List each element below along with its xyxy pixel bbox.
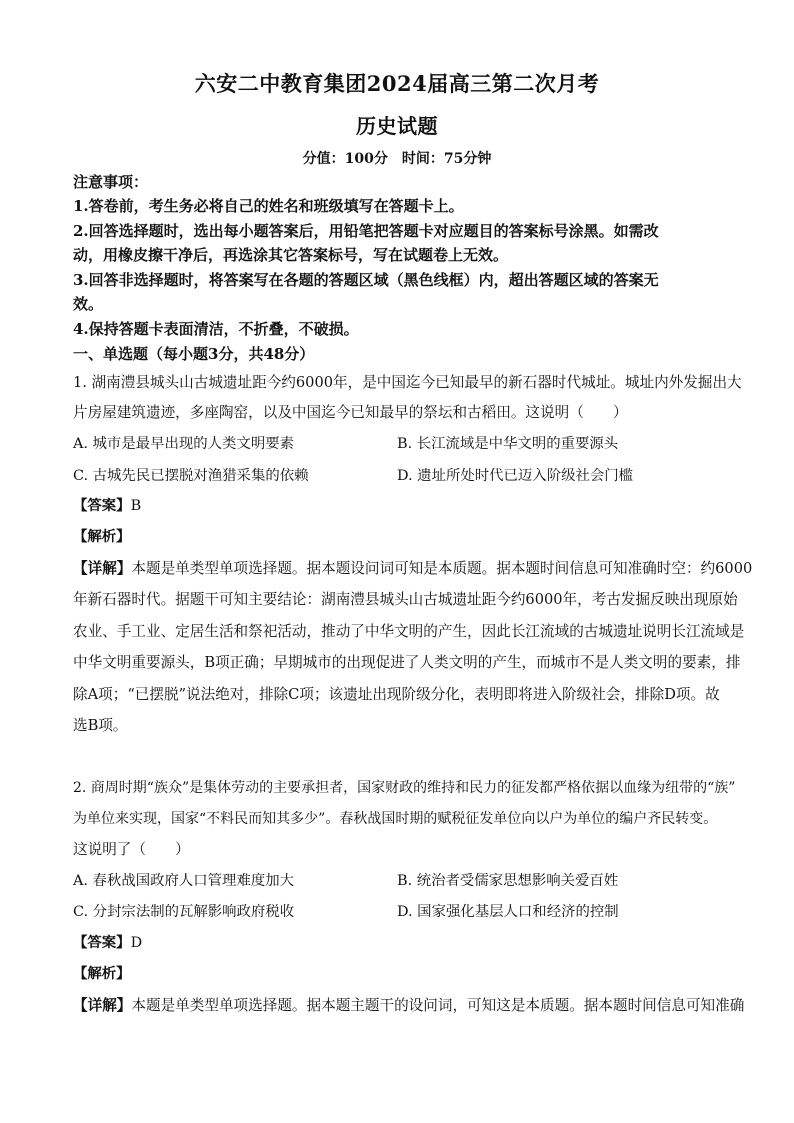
detail-line — [73, 996, 745, 1016]
exam-meta: 分值：100分 时间：75分钟 — [302, 151, 492, 167]
answer-value: D — [130, 935, 143, 951]
question-stem: 2. 商周时期“族众”是集体劳动的主要承担者，国家财政的维持和民力的征发都严格依据以血缘为纽带的“族” — [73, 780, 736, 796]
detail-line — [73, 559, 753, 579]
option-a: A. 城市是最早出现的人类文明要素 — [73, 436, 295, 452]
option-b: B. 长江流域是中华文明的重要源头 — [397, 436, 619, 452]
detail-text: 本题是单类型单项选择题。据本题设问词可知是本质题。据本题时间信息可知准确时空：约6000 — [131, 560, 753, 577]
detail-line: 农业、手工业、定居生活和祭祀活动，推动了中华文明的产生，因此长江流域的古城遗址说明长江流域是 — [73, 623, 745, 640]
analysis-tag: 【解析】 — [73, 965, 131, 982]
answer-tag: 【答案】 — [73, 497, 131, 514]
detail-text: 本题是单类型单项选择题。据本题主题干的设问词，可知这是本质题。据本题时间信息可知准确 — [131, 997, 745, 1014]
notice-line: 1.答卷前，考生务必将自己的姓名和班级填写在答题卡上。 — [73, 197, 464, 215]
option-c: C. 分封宗法制的瓦解影响政府税收 — [73, 904, 295, 920]
notice-line: 3.回答非选择题时，将答案写在各题的答题区域（黑色线框）内，超出答题区域的答案无 — [73, 271, 659, 289]
detail-tag: 【详解】 — [73, 560, 132, 577]
exam-subject: 历史试题 — [356, 114, 438, 138]
detail-line: 选B项。 — [73, 717, 128, 734]
detail-line: 年新石器时代。据题干可知主要结论：湖南澧县城头山古城遗址距今约6000年，考古发掘反映出现原始 — [73, 591, 738, 608]
answer-row — [73, 933, 142, 953]
question-stem: 1. 湖南澧县城头山古城遗址距今约6000年，是中国迄今已知最早的新石器时代城址。城址内外发掘出大 — [73, 374, 742, 391]
detail-tag: 【详解】 — [73, 997, 132, 1014]
option-d: D. 遗址所处时代已迈入阶级社会门槛 — [397, 468, 634, 484]
analysis-tag: 【解析】 — [73, 528, 131, 545]
notice-line: 2.回答选择题时，选出每小题答案后，用铅笔把答题卡对应题目的答案标号涂黑。如需改 — [73, 222, 659, 240]
detail-line: 除A项；“已摆脱”说法绝对，排除C项；该遗址出现阶级分化，表明即将进入阶级社会，排除D项。故 — [73, 686, 720, 703]
notice-line: 4.保持答题卡表面清洁，不折叠，不破损。 — [73, 320, 359, 338]
exam-title: 六安二中教育集团2024届高三第二次月考 — [194, 71, 600, 96]
question-stem: 这说明了（ ） — [73, 841, 190, 858]
section-heading: 一、单选题（每小题3分，共48分） — [73, 345, 315, 363]
answer-tag: 【答案】 — [73, 934, 131, 951]
notice-heading: 注意事项： — [73, 173, 149, 191]
question-stem: 片房屋建筑遗迹，多座陶窑，以及中国迄今已知最早的祭坛和古稻田。这说明（ ） — [73, 404, 628, 421]
option-c: C. 古城先民已摆脱对渔猎采集的依赖 — [73, 468, 309, 484]
detail-line: 中华文明重要源头，B项正确；早期城市的出现促进了人类文明的产生，而城市不是人类文明的要素，排 — [73, 654, 741, 671]
notice-line: 动，用橡皮擦干净后，再选涂其它答案标号，写在试题卷上无效。 — [73, 246, 509, 264]
option-b: B. 统治者受儒家思想影响关爱百姓 — [397, 873, 619, 889]
answer-value: B — [130, 498, 142, 514]
question-stem: 为单位来实现，国家“不料民而知其多少”。春秋战国时期的赋税征发单位向以户为单位的编户齐民转变。 — [73, 811, 718, 827]
answer-row — [73, 496, 141, 516]
option-d: D. 国家强化基层人口和经济的控制 — [397, 904, 619, 920]
option-a: A. 春秋战国政府人口管理难度加大 — [73, 873, 295, 889]
notice-line: 效。 — [73, 295, 104, 313]
